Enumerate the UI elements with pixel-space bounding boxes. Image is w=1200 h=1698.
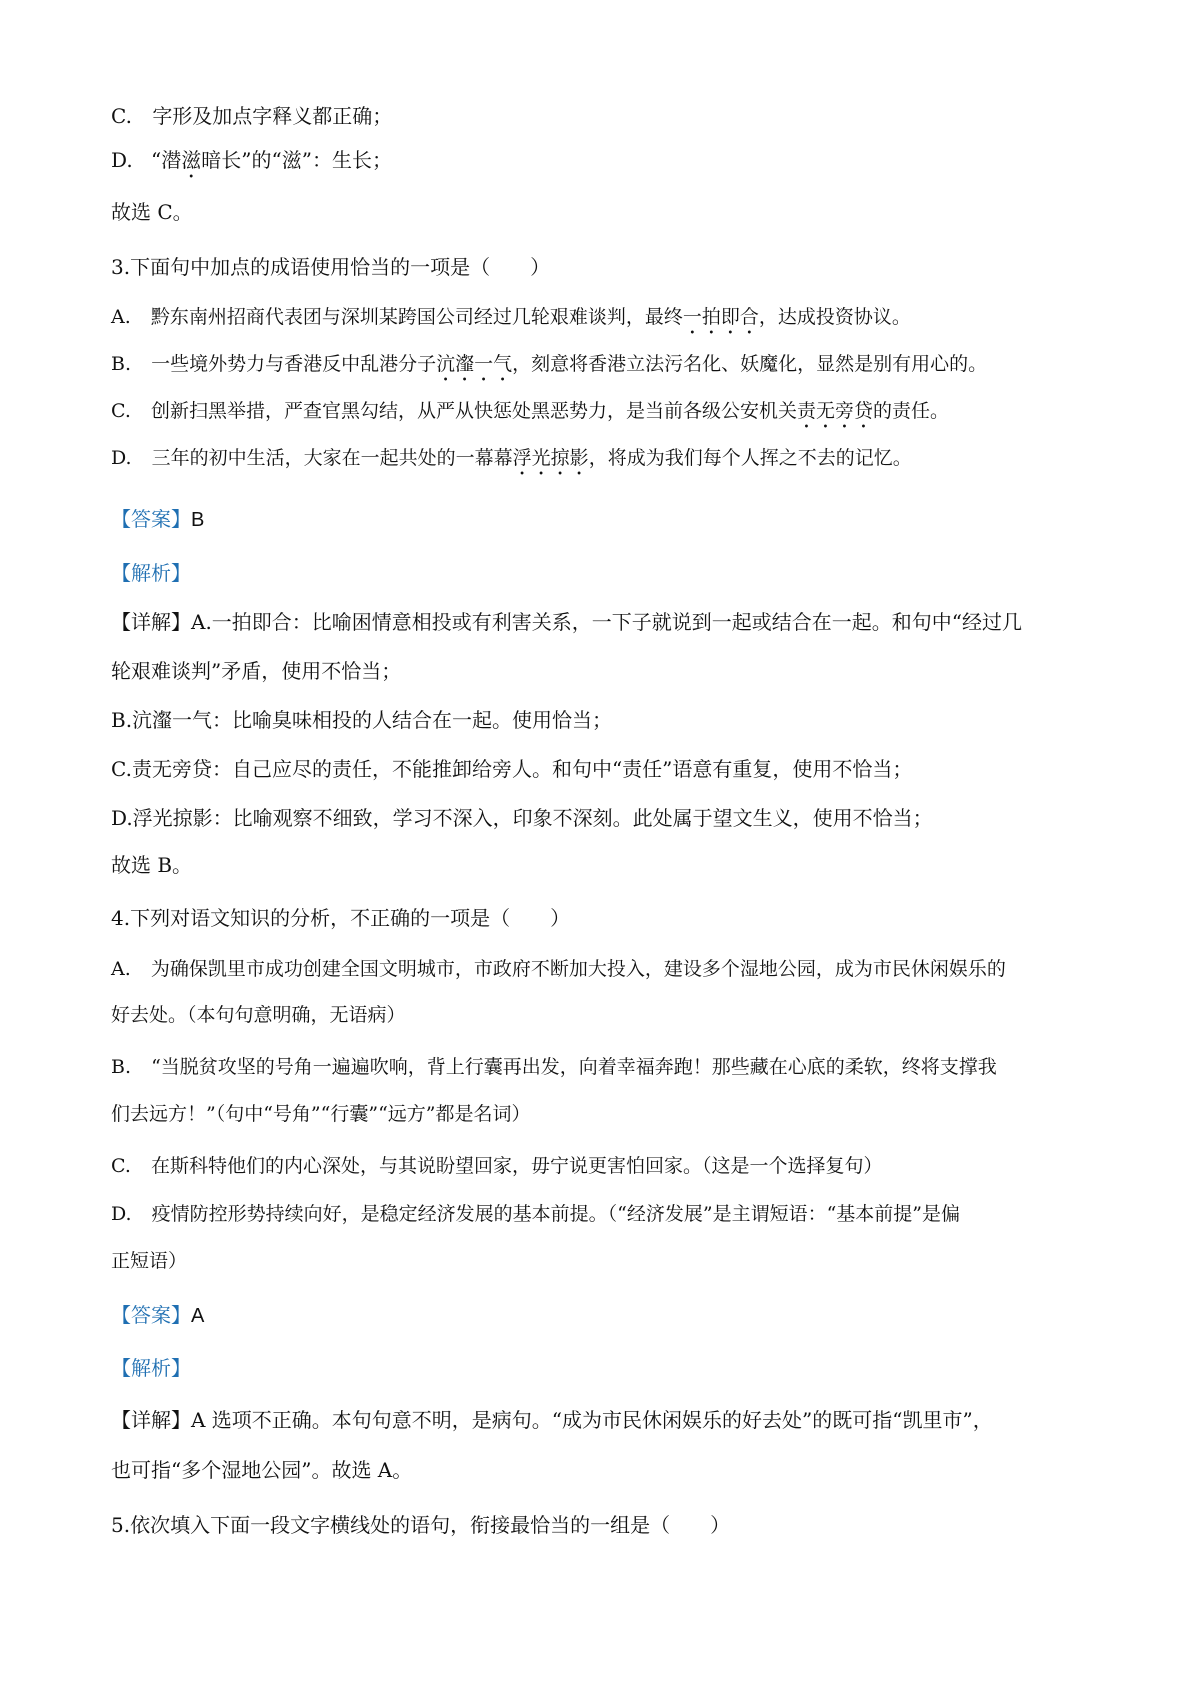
option-prefix: C. xyxy=(111,400,131,422)
q3-question: 3.下面句中加点的成语使用恰当的一项是（ ） xyxy=(111,255,551,279)
dotted-idiom: 沆瀣一气 xyxy=(436,353,513,375)
q4-question: 4.下列对语文知识的分析，不正确的一项是（ ） xyxy=(111,906,571,930)
option-text: 字形及加点字释义都正确； xyxy=(152,104,393,128)
q4-option-line: C. 在斯科特他们的内心深处，与其说盼望回家，毋宁说更害怕回家。（这是一个选择复句） xyxy=(111,1155,883,1177)
option-prefix: C. xyxy=(111,1155,131,1177)
analysis-tag: 【解析】 xyxy=(111,561,191,585)
answer-tag: 【答案】 xyxy=(111,507,191,531)
option-prefix: B. xyxy=(111,1056,132,1078)
option-prefix: A. xyxy=(111,306,131,328)
q3-detail-line: 【详解】A.一拍即合：比喻困情意相投或有利害关系，一下子就说到一起或结合在一起。和句中“经过几 xyxy=(111,610,1023,634)
q3-detail-line: 故选 B。 xyxy=(111,853,193,877)
q4-option-line: B. “当脱贫攻坚的号角一遍遍吹响，背上行囊再出发，向着幸福奔跑！那些藏在心底的柔软，终将支撑我 xyxy=(111,1056,997,1078)
q4-option-line: 好去处。（本句句意明确，无语病） xyxy=(111,1004,406,1026)
option-prefix: B. xyxy=(111,353,132,375)
q4-option-line: 正短语） xyxy=(111,1250,188,1272)
q4-option-line: D. 疫情防控形势持续向好，是稳定经济发展的基本前提。（“经济发展”是主谓短语：“基本前提”是偏 xyxy=(111,1203,961,1225)
q4-analysis xyxy=(111,1356,1104,1380)
q4-detail-line: 【详解】A 选项不正确。本句句意不明，是病句。“成为市民休闲娱乐的好去处”的既可指“凯里市”， xyxy=(111,1408,993,1432)
q3-detail-line: C.责无旁贷：自己应尽的责任，不能推卸给旁人。和句中“责任”语意有重复，使用不恰当； xyxy=(111,757,913,781)
q4-answer xyxy=(111,1303,1104,1328)
answer-tag: 【答案】 xyxy=(111,1303,191,1327)
option-prefix: D. xyxy=(111,447,132,469)
q3-option-d: D. 三年的初中生活，大家在一起共处的一幕幕浮光掠影，将成为我们每个人挥之不去的记忆。 xyxy=(111,447,912,469)
q3-detail-line: B.沆瀣一气：比喻臭味相投的人结合在一起。使用恰当； xyxy=(111,708,613,732)
answer-value: B xyxy=(191,509,205,531)
option-prefix: A. xyxy=(111,958,131,980)
detail-tag: 【详解】 xyxy=(111,610,191,634)
option-prefix: C. xyxy=(111,104,132,128)
q3-option-b: B. 一些境外势力与香港反中乱港分子沆瀣一气，刻意将香港立法污名化、妖魔化，显然是别有用心的。 xyxy=(111,353,988,375)
dotted-idiom: 浮光掠影 xyxy=(512,447,589,469)
dotted-idiom: 一拍即合 xyxy=(682,306,759,328)
q3-analysis xyxy=(111,561,1104,585)
q2-option-c xyxy=(111,104,1104,128)
q3-option-c: C. 创新扫黑举措，严查官黑勾结，从严从快惩处黑恶势力，是当前各级公安机关责无旁贷的责任。 xyxy=(111,400,949,422)
dotted-idiom: 责无旁贷 xyxy=(796,400,873,422)
q3-option-a: A. 黔东南州招商代表团与深圳某跨国公司经过几轮艰难谈判，最终一拍即合，达成投资协议。 xyxy=(111,306,911,328)
option-prefix: D. xyxy=(111,148,133,172)
q4-option-line: A. 为确保凯里市成功创建全国文明城市，市政府不断加大投入，建设多个湿地公园，成为市民休闲娱乐的 xyxy=(111,958,1006,980)
option-prefix: D. xyxy=(111,1203,132,1225)
q3-answer xyxy=(111,507,1104,532)
q3-detail-line: 轮艰难谈判”矛盾，使用不恰当； xyxy=(111,659,402,683)
q2-conclusion: 故选 C。 xyxy=(111,200,193,224)
q5-question: 5.依次填入下面一段文字横线处的语句，衔接最恰当的一组是（ ） xyxy=(111,1513,731,1537)
q3-detail-line: D.浮光掠影：比喻观察不细致，学习不深入，印象不深刻。此处属于望文生义，使用不恰当； xyxy=(111,806,933,830)
q2-option-d xyxy=(111,148,1104,183)
q4-option-line: 们去远方！”（句中“号角”“行囊”“远方”都是名词） xyxy=(111,1103,531,1125)
dotted-character: 滋 xyxy=(181,148,202,172)
option-text: “潜滋暗长”的“滋”：生长； xyxy=(151,148,392,172)
answer-value: A xyxy=(191,1305,205,1327)
q4-detail-line: 也可指“多个湿地公园”。故选 A。 xyxy=(111,1458,413,1482)
analysis-tag: 【解析】 xyxy=(111,1356,191,1380)
detail-tag: 【详解】 xyxy=(111,1408,191,1432)
